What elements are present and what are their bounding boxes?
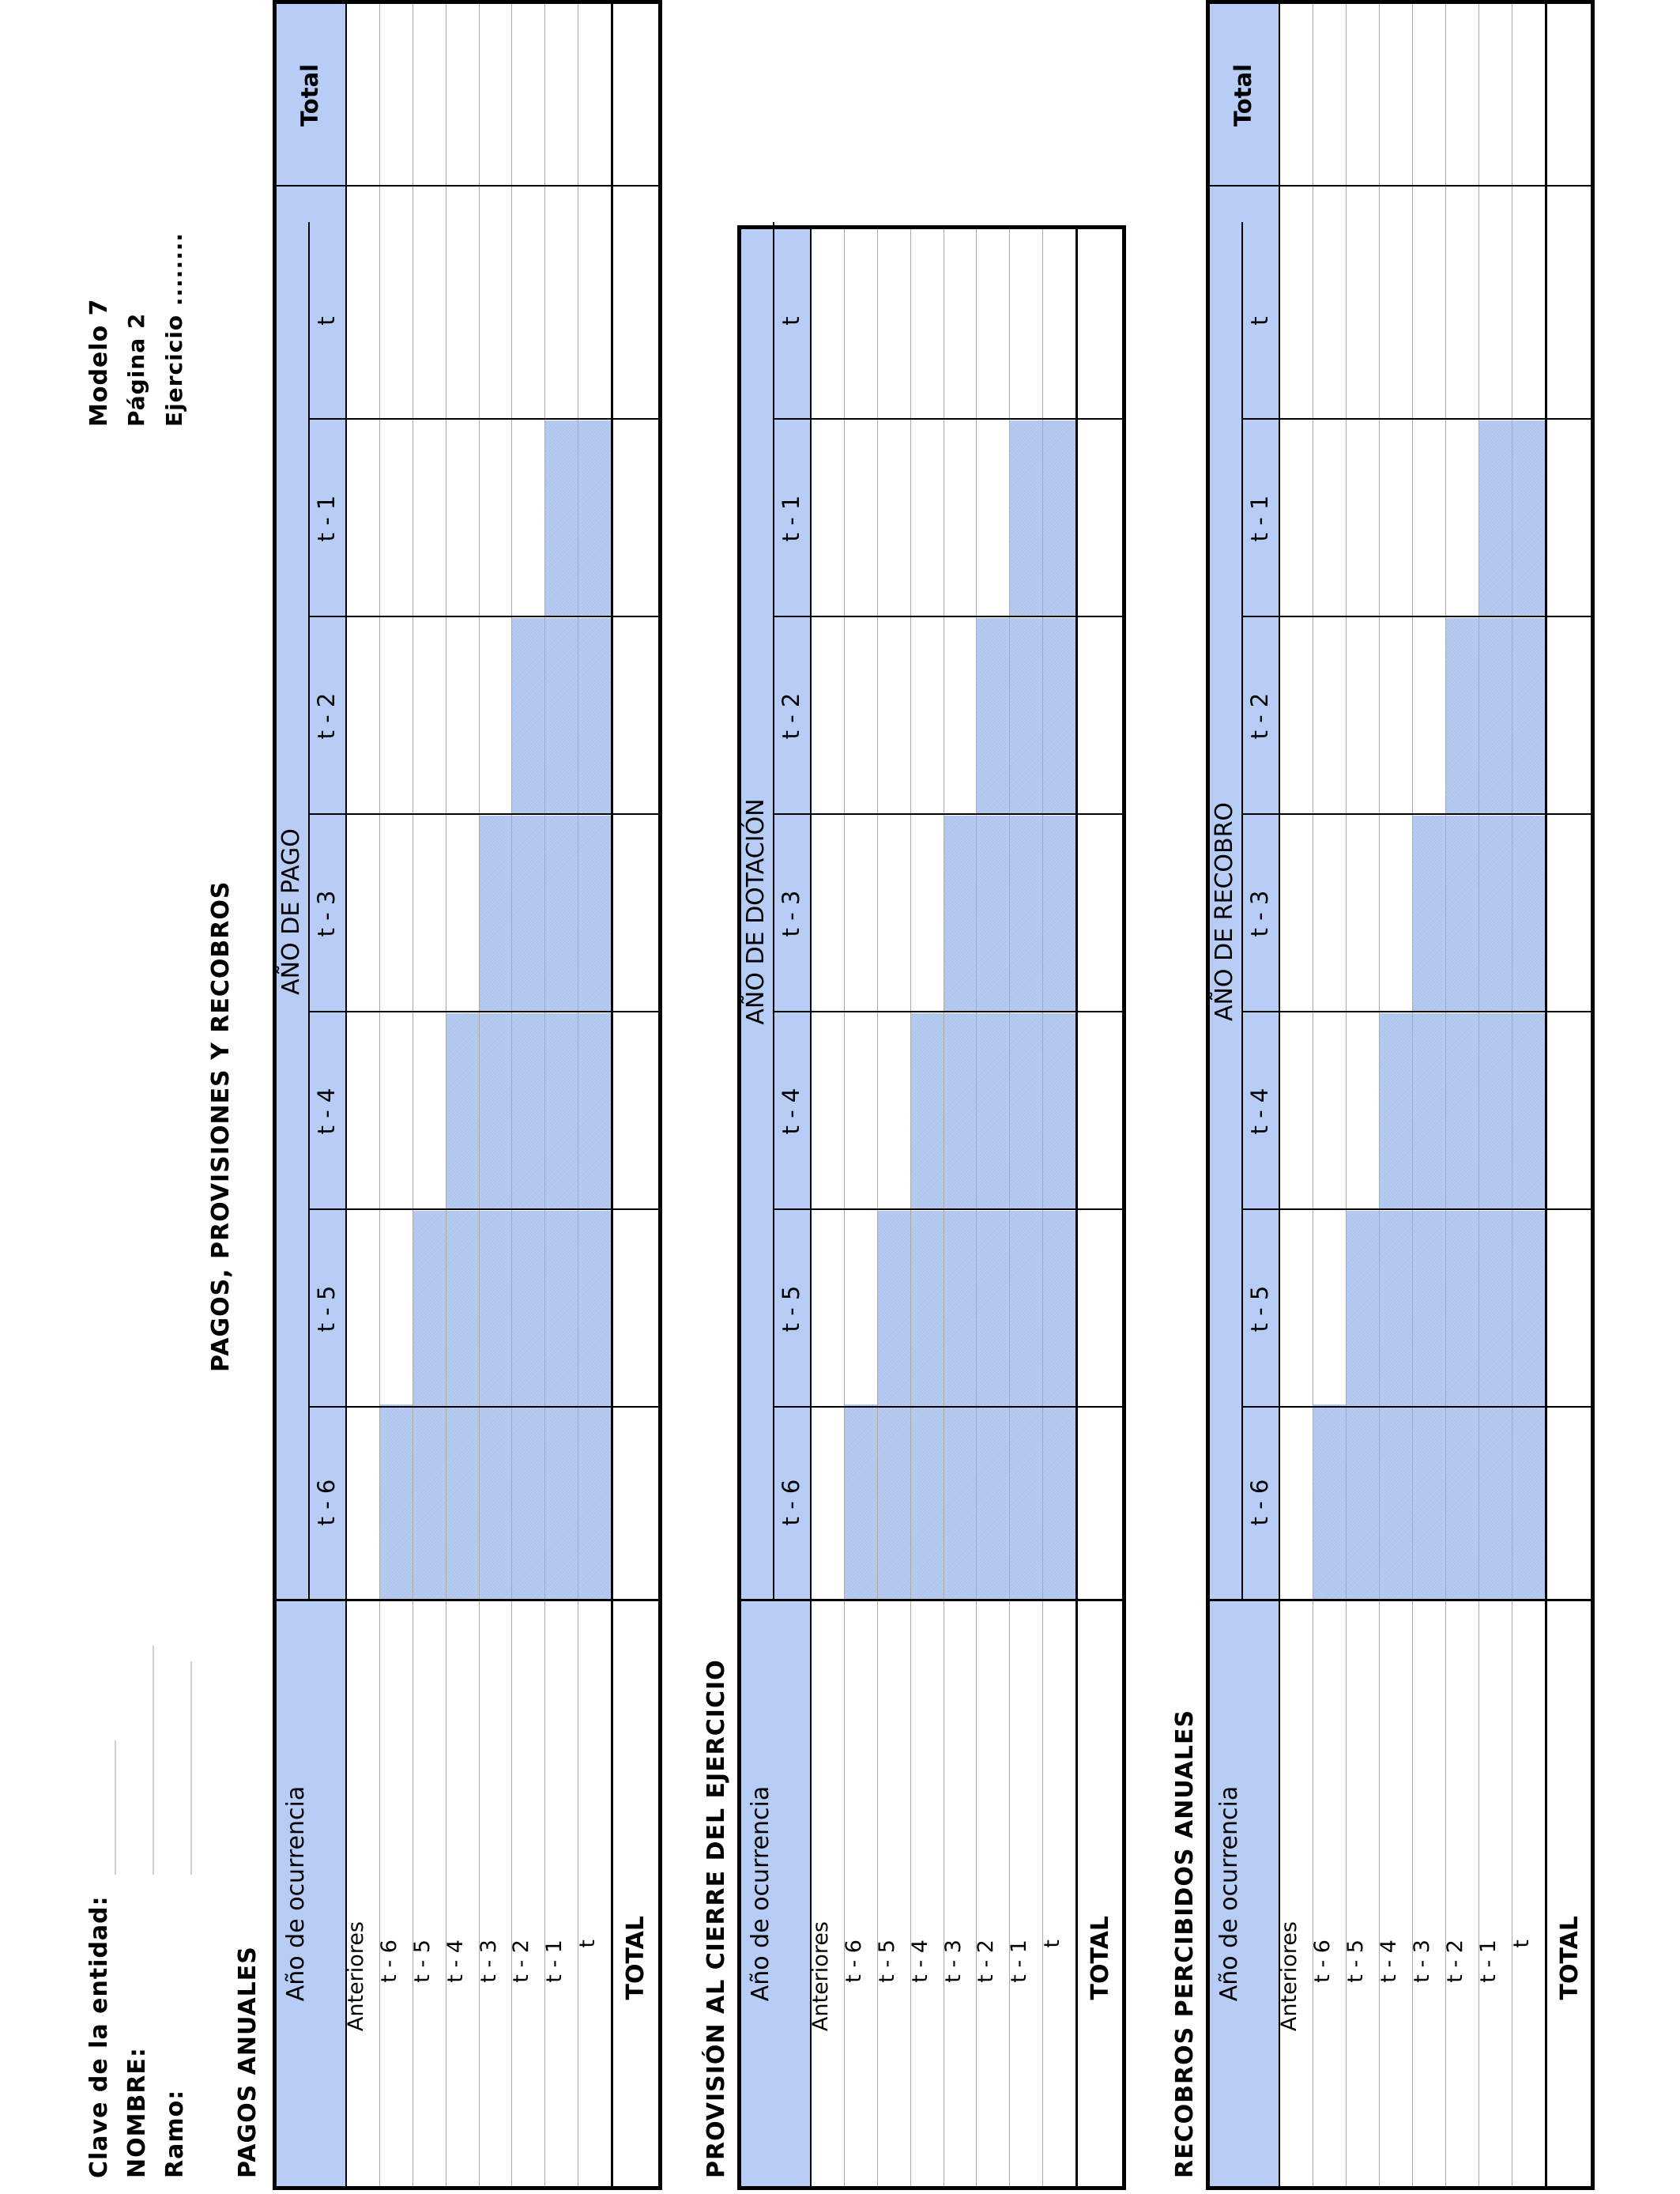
col-divider [773, 1208, 1122, 1210]
col-divider [1241, 1011, 1591, 1012]
exercise-label: Ejercicio ........ [161, 232, 187, 427]
group-header: AÑO DE PAGO [277, 828, 305, 995]
shaded-cell-block [446, 1013, 611, 1209]
row-label: t - 6 [1310, 1940, 1335, 1983]
col-divider [308, 1011, 658, 1012]
year-col-header: t - 5 [1246, 1285, 1273, 1333]
group-divider [1241, 222, 1243, 1601]
shaded-cell-block [844, 1404, 1075, 1600]
page-label: Página 2 [123, 312, 149, 427]
year-col-header: t - 1 [313, 495, 340, 542]
total-row-label: TOTAL [1556, 1916, 1584, 2000]
model-label: Modelo 7 [85, 298, 113, 427]
row-divider [910, 229, 911, 2186]
row-divider [1412, 4, 1413, 2186]
shaded-cell-block [379, 1404, 611, 1600]
row-label: t - 1 [1007, 1940, 1032, 1983]
year-col-header: t - 4 [313, 1088, 340, 1135]
col-divider [773, 1011, 1122, 1012]
row-divider [1042, 229, 1043, 2186]
row-label: t - 1 [542, 1940, 567, 1983]
year-col-header: t - 6 [313, 1479, 340, 1526]
row-label: t - 3 [476, 1940, 501, 1983]
total-row-label: TOTAL [1087, 1916, 1114, 2000]
col-divider [308, 813, 658, 815]
row-divider [1009, 229, 1010, 2186]
col-divider [308, 1406, 658, 1408]
row-label: t - 1 [1476, 1940, 1501, 1983]
row-label: t - 2 [974, 1940, 999, 1983]
shaded-cell-block [1445, 618, 1545, 814]
col-divider [773, 1406, 1122, 1408]
row-label: t - 3 [940, 1940, 966, 1983]
col-divider [1241, 1406, 1591, 1408]
page-title: PAGOS, PROVISIONES Y RECOBROS [207, 880, 235, 1372]
year-col-header: t - 1 [778, 495, 804, 542]
row-label: t [575, 1940, 601, 1948]
row-label: t - 2 [509, 1940, 534, 1983]
row-label: t [1509, 1940, 1534, 1948]
total-row-line [611, 4, 613, 2186]
row-divider [1379, 4, 1380, 2186]
year-col-header: t - 4 [778, 1088, 804, 1135]
col-divider [773, 616, 1122, 617]
year-col-header: t [1246, 316, 1273, 326]
col-divider [1241, 813, 1591, 815]
occurrence-header: Año de ocurrencia [747, 1785, 774, 2002]
total-row-line [1545, 4, 1547, 2186]
section-title-provision: PROVISIÓN AL CIERRE DEL EJERCICIO [703, 1659, 730, 2178]
branch-label: Ramo: [161, 2089, 189, 2178]
col-divider [308, 616, 658, 617]
group-header: AÑO DE DOTACIÓN [742, 798, 770, 1025]
year-col-header: t - 3 [1246, 890, 1273, 937]
col-divider [1241, 1208, 1591, 1210]
col-divider [773, 813, 1122, 815]
row-divider [544, 4, 545, 2186]
shaded-cell-block [976, 618, 1075, 814]
row-divider [844, 229, 845, 2186]
year-col-header: t - 5 [313, 1285, 340, 1333]
year-col-header: t - 3 [313, 890, 340, 937]
year-col-header: t - 2 [1246, 692, 1273, 740]
row-label: t - 4 [1377, 1940, 1401, 1983]
total-col-header: Total [1230, 63, 1256, 127]
col-divider [773, 418, 1122, 420]
row-label: t - 6 [841, 1940, 866, 1983]
header-bottom-line [345, 4, 347, 2186]
total-col-divider [277, 185, 658, 187]
section-title-recoveries: RECOBROS PERCIBIDOS ANUALES [1171, 1709, 1199, 2178]
total-row-line [1075, 229, 1078, 2186]
row-divider [511, 4, 512, 2186]
row-label: t - 5 [409, 1940, 435, 1983]
year-col-header: t [313, 316, 340, 326]
year-col-header: t - 6 [1246, 1479, 1273, 1526]
group-header: AÑO DE RECOBRO [1211, 801, 1238, 1022]
group-divider [308, 222, 310, 1601]
branch-field[interactable] [190, 1661, 192, 1875]
row-divider [412, 4, 413, 2186]
row-label: Anteriores [808, 1921, 833, 2032]
shaded-cell-block [511, 618, 611, 814]
shaded-cell-block [910, 1013, 1075, 1209]
row-label: t - 5 [1343, 1940, 1368, 1983]
year-col-header: t - 3 [778, 890, 804, 937]
row-label: Anteriores [1277, 1921, 1301, 2032]
group-divider [773, 222, 774, 1601]
occurrence-header: Año de ocurrencia [1215, 1785, 1243, 2002]
row-divider [1478, 4, 1479, 2186]
name-field[interactable] [153, 1646, 154, 1875]
total-col-header: Total [296, 63, 323, 127]
year-col-header: t - 2 [778, 692, 804, 740]
row-divider [479, 4, 480, 2186]
col-divider [308, 1208, 658, 1210]
year-col-header: t - 2 [313, 692, 340, 740]
row-divider [877, 229, 878, 2186]
col-divider [308, 418, 658, 420]
total-row-label: TOTAL [622, 1916, 650, 2000]
col-divider [1241, 616, 1591, 617]
year-col-header: t - 6 [778, 1479, 804, 1526]
col-divider [1241, 418, 1591, 420]
section-title-payments: PAGOS ANUALES [234, 1946, 262, 2178]
entity-key-field[interactable] [115, 1740, 116, 1875]
year-col-header: t - 4 [1246, 1088, 1273, 1135]
total-col-divider [1210, 185, 1591, 187]
row-label: t - 2 [1443, 1940, 1467, 1983]
year-col-header: t [778, 316, 804, 326]
shaded-cell-block [1313, 1404, 1545, 1600]
row-divider [379, 4, 380, 2186]
entity-key-label: Clave de la entidad: [85, 1895, 113, 2178]
header-bottom-line [810, 229, 812, 2186]
header-bottom-line [1279, 4, 1280, 2186]
row-label: t [1040, 1940, 1065, 1948]
year-col-header: t - 5 [778, 1285, 804, 1333]
row-label: t - 5 [874, 1940, 899, 1983]
year-col-header: t - 1 [1246, 495, 1273, 542]
occurrence-header: Año de ocurrencia [282, 1785, 310, 2002]
row-label: t - 3 [1410, 1940, 1434, 1983]
shaded-cell-block [1379, 1013, 1545, 1209]
name-label: NOMBRE: [123, 2047, 151, 2178]
row-label: t - 6 [376, 1940, 401, 1983]
row-divider [1445, 4, 1446, 2186]
row-label: t - 4 [907, 1940, 932, 1983]
row-divider [976, 229, 977, 2186]
row-label: Anteriores [344, 1921, 368, 2032]
row-divider [1346, 4, 1347, 2186]
row-label: t - 4 [443, 1940, 468, 1983]
